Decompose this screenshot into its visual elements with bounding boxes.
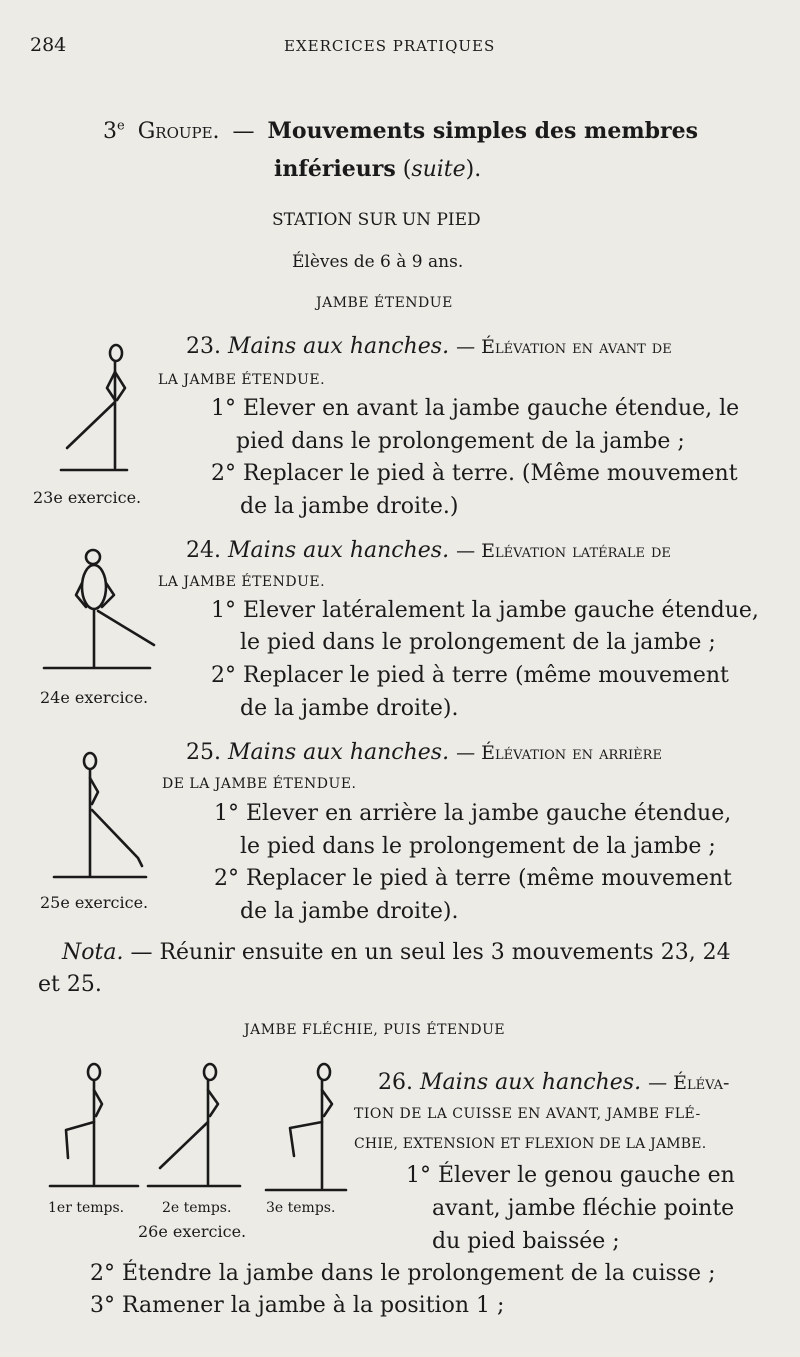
subtitle-jambe-flechie: JAMBE FLÉCHIE, PUIS ÉTENDUE <box>244 1022 506 1038</box>
ex25-title-line <box>186 740 662 765</box>
ex23-caption: 23e exercice. <box>33 488 142 507</box>
group-number: 3 <box>103 119 117 144</box>
ex25-caption: 25e exercice. <box>40 893 149 912</box>
ex24-title: Mains aux hanches. <box>228 538 450 563</box>
ex25-s1a: 1° Elever en arrière la jambe gauche étendue, <box>214 801 732 826</box>
ex24-s2b: de la jambe droite). <box>240 696 459 721</box>
ex25-desc2: DE LA JAMBE ÉTENDUE. <box>162 776 357 792</box>
ex26-figure-temps-2 <box>148 1064 240 1186</box>
ex26-s1b: avant, jambe fléchie pointe <box>432 1196 735 1221</box>
ex24-s2a: 2° Replacer le pied à terre (même mouvement <box>211 663 729 688</box>
nota-label: Nota. <box>62 940 124 965</box>
ex26-s3: 3° Ramener la jambe à la position 1 ; <box>90 1293 505 1318</box>
ex23-desc1: — Élévation en avant de <box>456 336 672 358</box>
ex23-s2b: de la jambe droite.) <box>240 494 459 519</box>
group-heading <box>103 118 698 144</box>
ex25-title: Mains aux hanches. <box>228 740 450 765</box>
ex26-s2: 2° Étendre la jambe dans le prolongement de la cuisse ; <box>90 1261 716 1286</box>
group-suite: suite <box>411 157 466 182</box>
ex26-figure-temps-1 <box>50 1064 138 1186</box>
ex23-figure <box>55 340 155 480</box>
ex26-title-line <box>378 1070 729 1095</box>
ex23-s2a: 2° Replacer le pied à terre. (Même mouvement <box>211 461 738 486</box>
nota-text-2: et 25. <box>38 972 102 997</box>
ex26-temps-1: 1er temps. <box>48 1200 125 1216</box>
ex24-title-line <box>186 538 671 563</box>
group-number-sup: e <box>117 118 125 134</box>
ex25-s1b: le pied dans le prolongement de la jambe ; <box>240 834 716 859</box>
ex24-desc1: — Elévation latérale de <box>456 540 671 562</box>
ex26-temps-2: 2e temps. <box>162 1200 232 1216</box>
nota-line-1 <box>62 940 731 965</box>
subtitle-ages: Élèves de 6 à 9 ans. <box>292 252 464 272</box>
ex26-caption: 26e exercice. <box>138 1222 247 1241</box>
ex26-temps-3: 3e temps. <box>266 1200 336 1216</box>
ex24-desc2: LA JAMBE ÉTENDUE. <box>158 574 326 590</box>
ex23-desc2: LA JAMBE ÉTENDUE. <box>158 372 326 388</box>
ex23-s1a: 1° Elever en avant la jambe gauche étendue, le <box>211 396 740 421</box>
group-label: Groupe. <box>137 119 220 144</box>
ex25-desc1: — Élévation en arrière <box>456 742 662 764</box>
ex25-num: 25. <box>186 740 221 765</box>
ex26-desc1: — Éléva- <box>648 1072 730 1094</box>
ex24-s1b: le pied dans le prolongement de la jambe ; <box>240 630 716 655</box>
nota-text-1: — Réunir ensuite en un seul les 3 mouvements 23, 24 <box>130 940 731 965</box>
page-number: 284 <box>30 34 67 56</box>
running-title: EXERCICES PRATIQUES <box>284 37 496 55</box>
ex26-title: Mains aux hanches. <box>420 1070 642 1095</box>
subtitle-station: STATION SUR UN PIED <box>272 210 481 230</box>
ex25-figure <box>50 748 160 883</box>
ex26-s1c: du pied baissée ; <box>432 1229 620 1254</box>
ex25-s2a: 2° Replacer le pied à terre (même mouvement <box>214 866 732 891</box>
ex23-title-line <box>186 334 672 359</box>
ex24-caption: 24e exercice. <box>40 688 149 707</box>
ex23-num: 23. <box>186 334 221 359</box>
ex25-s2b: de la jambe droite). <box>240 899 459 924</box>
ex26-figure-temps-3 <box>266 1064 346 1190</box>
ex26-num: 26. <box>378 1070 413 1095</box>
ex23-title: Mains aux hanches. <box>228 334 450 359</box>
subtitle-jambe-etendue: JAMBE ÉTENDUE <box>316 295 453 311</box>
ex26-desc2: TION DE LA CUISSE EN AVANT, JAMBE FLÉ- <box>354 1106 701 1122</box>
ex24-num: 24. <box>186 538 221 563</box>
ex26-figures <box>40 1060 360 1195</box>
ex23-s1b: pied dans le prolongement de la jambe ; <box>236 429 685 454</box>
ex24-figure <box>40 545 170 675</box>
group-title-line-2: inférieurs (suite). <box>274 156 482 182</box>
group-title-1: Mouvements simples des membres <box>267 118 698 144</box>
ex24-s1a: 1° Elever latéralement la jambe gauche étendue, <box>211 598 759 623</box>
ex26-desc3: CHIE, EXTENSION ET FLEXION DE LA JAMBE. <box>354 1136 707 1152</box>
group-dash: — <box>232 119 255 144</box>
group-title-2: inférieurs <box>274 156 396 182</box>
ex26-s1a: 1° Élever le genou gauche en <box>406 1163 735 1188</box>
